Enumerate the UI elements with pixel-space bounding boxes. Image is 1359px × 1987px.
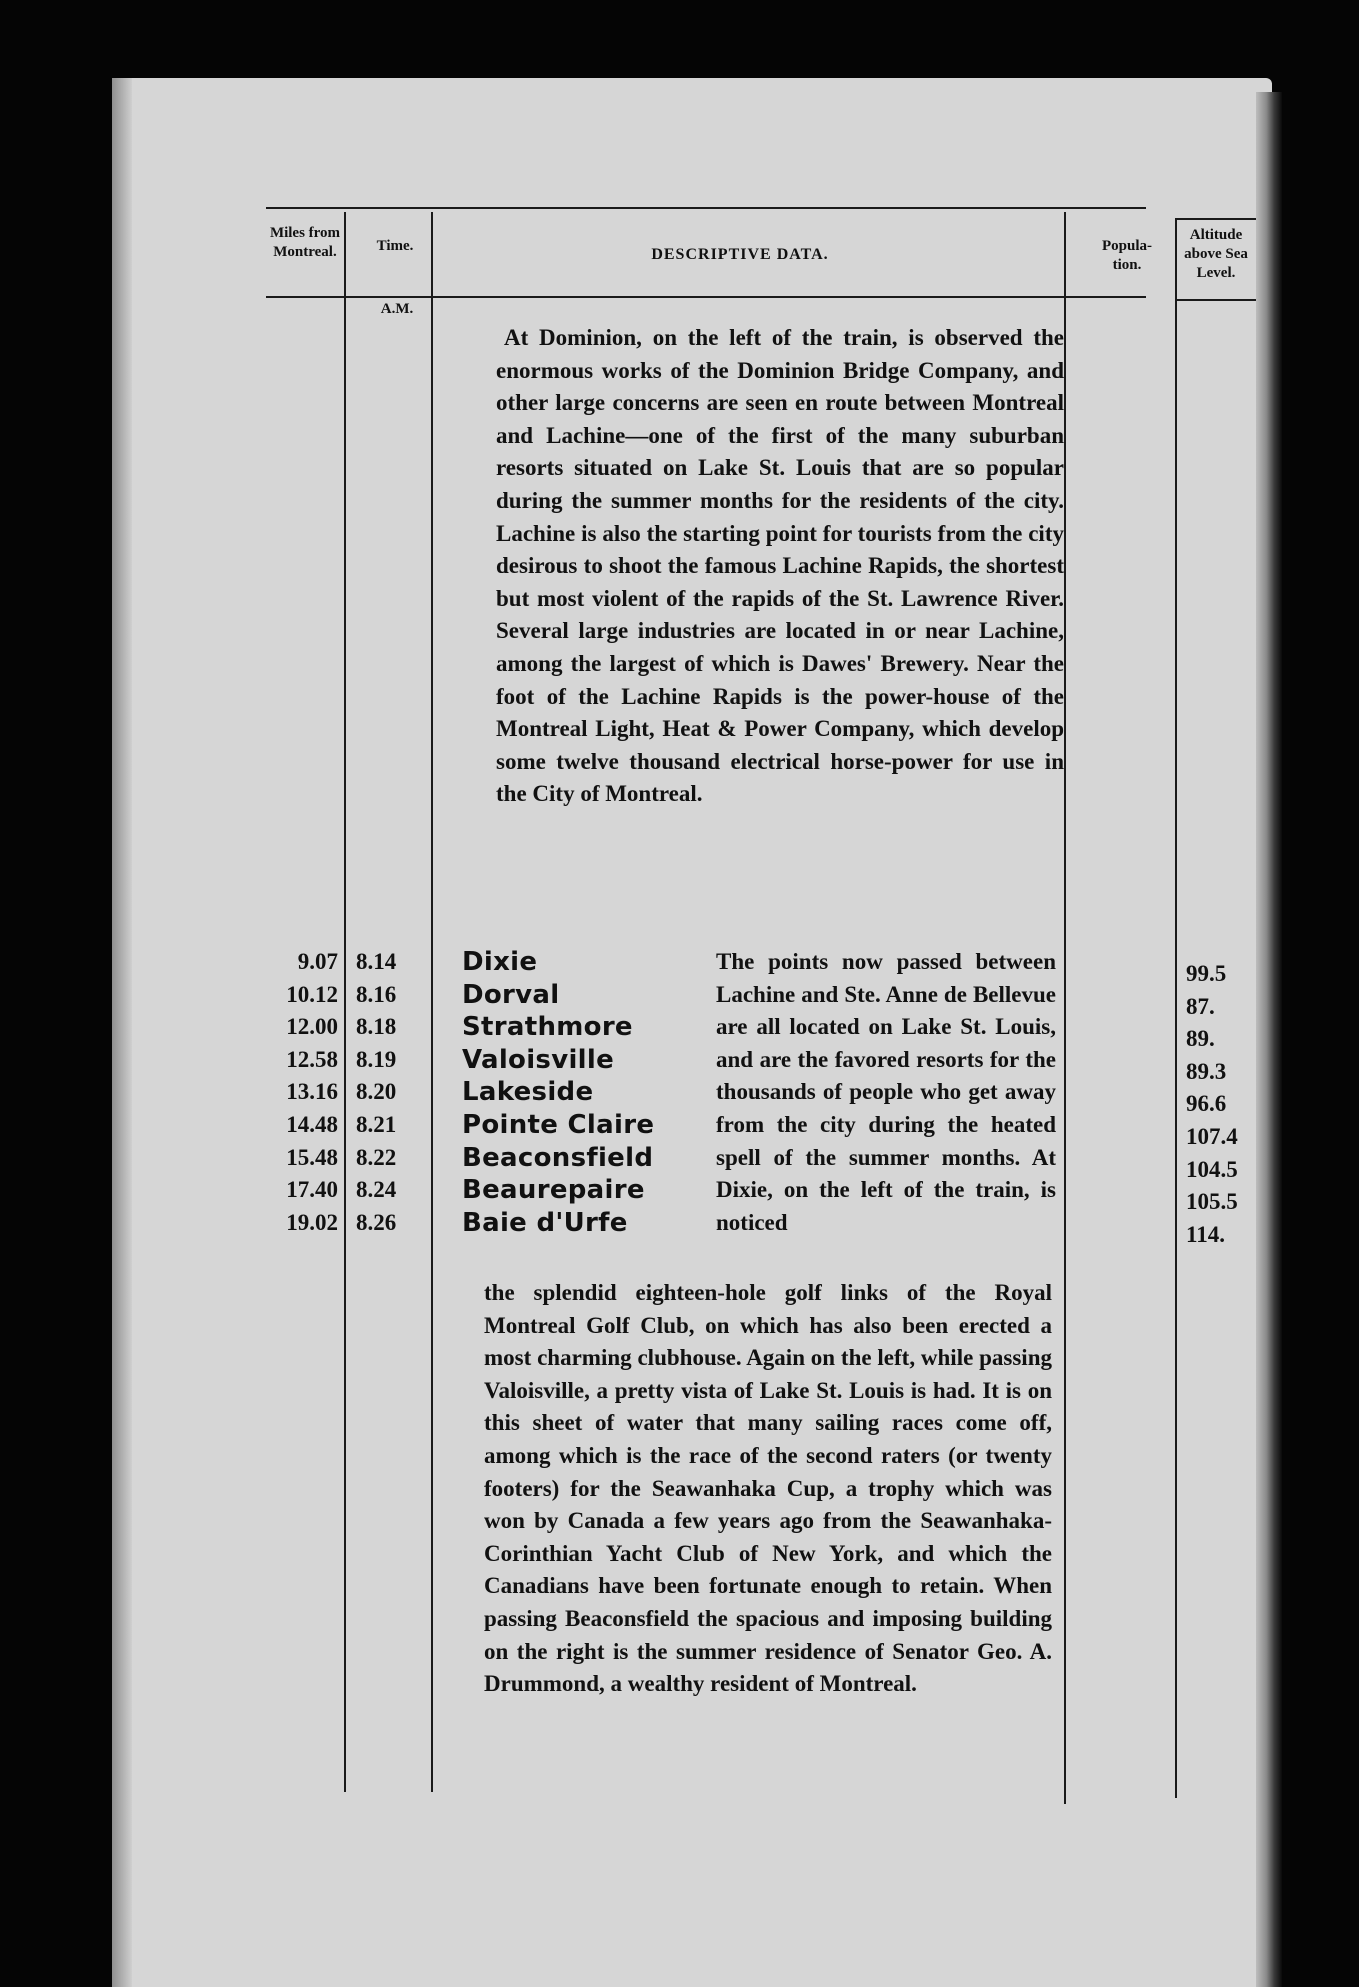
header-top-rule: [266, 207, 1146, 209]
station-time: 8.20: [356, 1079, 397, 1105]
time-column: [356, 946, 431, 1239]
station-time: 8.24: [356, 1177, 397, 1203]
station-altitude: 99.5: [1186, 961, 1227, 986]
station-altitude: 114.: [1186, 1221, 1225, 1247]
station-name: Dixie: [462, 947, 538, 977]
station-name: Lakeside: [462, 1077, 594, 1108]
station-altitude: 96.6: [1186, 1091, 1227, 1117]
station-name: Valoisville: [462, 1044, 615, 1075]
header-am: A.M.: [380, 301, 414, 317]
side-description: [716, 946, 1056, 1239]
station-altitude: 107.4: [1186, 1123, 1238, 1149]
station-name: Beaconsfield: [462, 1142, 654, 1173]
station-names-column: [462, 946, 702, 1239]
station-time: 8.22: [356, 1144, 397, 1170]
header-altitude: Altitude above Sea Level.: [1184, 227, 1248, 281]
station-name: Strathmore: [462, 1012, 633, 1043]
header-population: Popula-tion.: [1101, 238, 1152, 273]
header-time: Time.: [376, 238, 414, 254]
paragraph-1-text: At Dominion, on the left of the train, is observed the enormous works of the Dominion Bridge Company, and other large concerns are seen en route between Montreal and Lachine—one of the first of the many suburban resorts situated on Lake St. Louis that are so popular during the summer months for the residents of the city. Lachine is also the starting point for tourists from the city desirous to shoot the famous Lachine Rapids, the shortest but most violent of the rapids of the St. Lawrence River. Several large industries are located in or near Lachine, among the largest of which is Dawes' Brewery. Near the foot of the Lachine Rapids is the power-house of the Montreal Light, Heat & Power Company, which develop some twelve thousand electrical horse-power for use in the City of Montreal.: [496, 325, 1064, 807]
station-altitude: 87.: [1186, 993, 1215, 1019]
station-time: 8.26: [356, 1209, 397, 1235]
station-altitude: 89.3: [1186, 1058, 1227, 1084]
station-miles: 9.07: [297, 949, 338, 974]
station-name: Pointe Claire: [462, 1109, 655, 1140]
paragraph-2-text: the splendid eighteen-hole golf links of the Royal Montreal Golf Club, on which has also been erected a most charming clubhouse. Again on the left, while passing Valoisville, a pretty vista of Lake St. Louis is had. It is on this sheet of water that many sailing races come off, among which is the race of the second raters (or twenty footers) for the Seawanhaka Cup, a trophy which was won by Canada a few years ago from the Seawanhaka-Corinthian Yacht Club of New York, and which the Canadians have been fortunate enough to retain. When passing Beaconsfield the spacious and imposing building on the right is the summer residence of Senator Geo. A. Drummond, a wealthy resident of Montreal.: [484, 1280, 1052, 1697]
station-name: Dorval: [462, 979, 560, 1010]
station-time: 8.19: [356, 1046, 397, 1072]
miles-column: [266, 946, 344, 1239]
page-right-edge: [1256, 92, 1282, 1987]
rule-pop-alt: [1175, 218, 1177, 1798]
side-description-text: The points now passed between Lachine and Ste. Anne de Bellevue are all located on Lake St. Louis, and are the favored resorts for the thousands of people who get away from the city during the heated spell of the summer months. At Dixie, on the left of the train, is noticed: [716, 949, 1056, 1235]
station-altitude: 104.5: [1186, 1156, 1238, 1182]
page-left-edge: [112, 78, 132, 1987]
station-miles: 14.48: [286, 1111, 338, 1137]
altitude-column: [1186, 958, 1256, 1251]
station-miles: 13.16: [286, 1079, 338, 1105]
header-bottom-rule: [266, 296, 1146, 298]
altitude-bottom-rule: [1176, 299, 1256, 301]
station-name: Baie d'Urfe: [462, 1207, 628, 1238]
station-miles: 19.02: [286, 1209, 338, 1235]
station-altitude: 105.5: [1186, 1189, 1238, 1215]
station-time: 8.21: [356, 1111, 397, 1137]
station-time: 8.14: [356, 949, 397, 974]
station-miles: 12.58: [286, 1046, 338, 1072]
station-name: Beaurepaire: [462, 1175, 645, 1206]
station-miles: 12.00: [286, 1014, 338, 1040]
rule-time-data: [431, 212, 433, 1792]
station-miles: 15.48: [286, 1144, 338, 1170]
station-time: 8.16: [356, 981, 397, 1007]
altitude-top-rule: [1176, 218, 1256, 220]
header-miles: Miles from Montreal.: [269, 225, 341, 260]
station-altitude: 89.: [1186, 1026, 1215, 1052]
header-descriptive: DESCRIPTIVE DATA.: [651, 246, 829, 263]
rule-miles-time: [344, 212, 346, 1792]
station-time: 8.18: [356, 1014, 397, 1040]
rule-data-pop: [1064, 212, 1066, 1804]
descriptive-paragraph-1: [496, 322, 1064, 811]
descriptive-paragraph-2: [484, 1277, 1052, 1701]
station-miles: 10.12: [286, 981, 338, 1007]
station-miles: 17.40: [286, 1177, 338, 1203]
